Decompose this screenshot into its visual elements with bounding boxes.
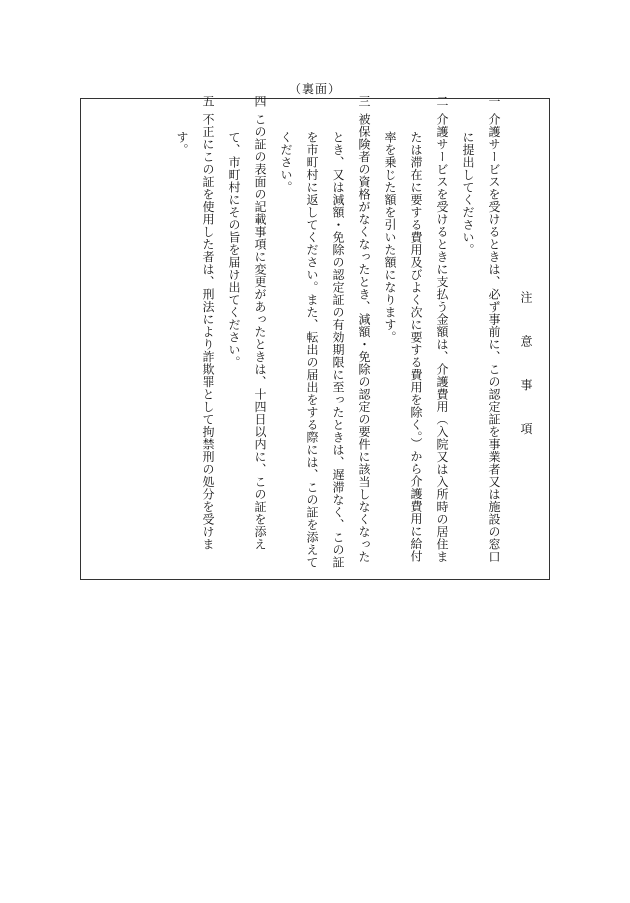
notes-frame bbox=[80, 95, 550, 580]
notes-text-block bbox=[169, 95, 539, 569]
notes-title: 注 意 事 項 bbox=[519, 291, 533, 449]
note-item-text: 介護サービスを受けるときに支払う金額は、介護費用（入院又は入所時の居住または滞在に要する費用及びよく次に要する費用を除く。）から介護費用に給付率を乗じた額を引いた額になります。 bbox=[383, 113, 449, 563]
note-item-text: 被保険者の資格がなくなったとき、減額・免除の認定の要件に該当しなくなったとき、又は減額・免除の認定証の有効期限に至ったときは、遅滞なく、この証を市町村に返してください。また、転出の届出をする際には、この証を添えてください。 bbox=[279, 113, 371, 569]
note-item-text: 介護サービスを受けるときは、必ず事前に、この認定証を事業者又は施設の窓口に提出してください。 bbox=[461, 113, 501, 563]
note-item-text: この証の表面の記載事項に変更があったときは、十四日以内に、この証を添えて、市町村にその旨を届け出てください。 bbox=[227, 113, 267, 551]
note-item-5: 五不正にこの証を使用した者は、刑法により詐欺罪として拘禁刑の処分を受けます。 bbox=[175, 95, 215, 551]
note-item-text: 不正にこの証を使用した者は、刑法により詐欺罪として拘禁刑の処分を受けます。 bbox=[175, 113, 215, 551]
page-side-label: （裏面） bbox=[288, 82, 341, 96]
note-item-2: 二介護サービスを受けるときに支払う金額は、介護費用（入院又は入所時の居住または滞在に要する費用及びよく次に要する費用を除く。）から介護費用に給付率を乗じた額を引いた額になります。 bbox=[383, 95, 449, 563]
note-item-1: 一介護サービスを受けるときは、必ず事前に、この認定証を事業者又は施設の窓口に提出してください。 bbox=[461, 95, 501, 563]
note-item-4: 四この証の表面の記載事項に変更があったときは、十四日以内に、この証を添えて、市町村にその旨を届け出てください。 bbox=[227, 95, 267, 551]
note-item-3: 三被保険者の資格がなくなったとき、減額・免除の認定の要件に該当しなくなったとき、又は減額・免除の認定証の有効期限に至ったときは、遅滞なく、この証を市町村に返してください。また、転出の届出をする際には、この証を添えてください。 bbox=[279, 95, 371, 569]
